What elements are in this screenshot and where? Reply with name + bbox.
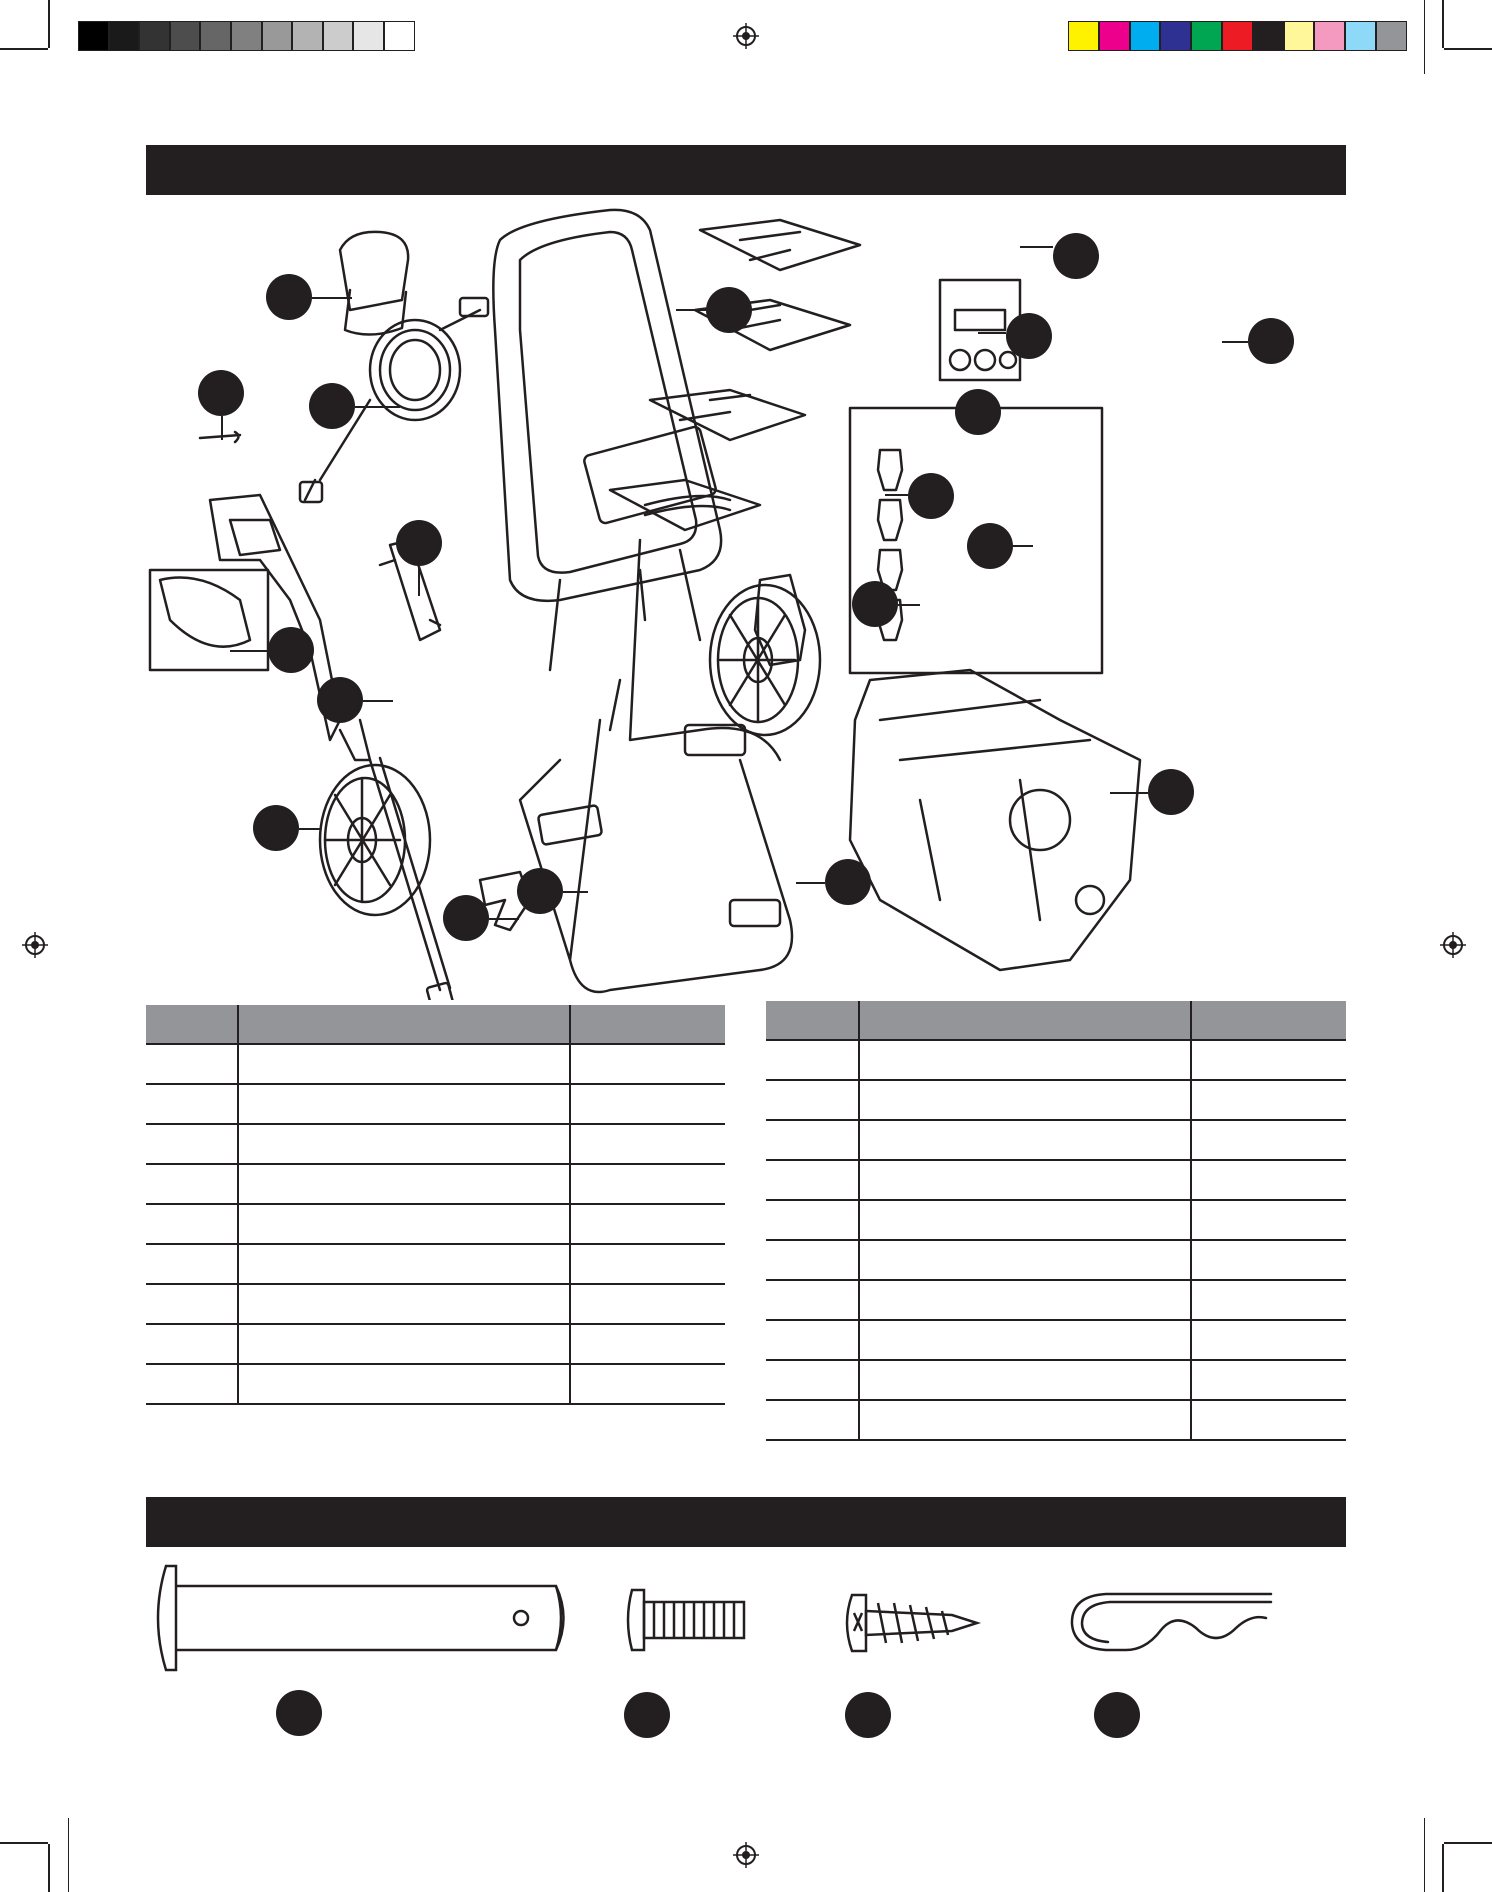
table-cell xyxy=(146,1124,238,1164)
callout-circle-icon xyxy=(268,627,314,673)
callout-circle-icon xyxy=(1248,318,1294,364)
color-swatch xyxy=(1376,21,1407,51)
parts-table-left xyxy=(146,1005,725,1405)
callout-circle-icon xyxy=(624,1692,670,1738)
registration-mark-icon xyxy=(733,23,759,49)
color-swatch xyxy=(1191,21,1222,51)
table-cell xyxy=(238,1364,570,1404)
color-swatch xyxy=(139,21,170,51)
table-row xyxy=(766,1320,1346,1360)
table-cell xyxy=(238,1284,570,1324)
table-cell xyxy=(766,1240,859,1280)
callout-circle-icon xyxy=(317,677,363,723)
registration-mark-icon xyxy=(22,932,48,958)
callout-circle-icon xyxy=(1148,769,1194,815)
table-cell xyxy=(570,1364,725,1404)
table-cell xyxy=(238,1164,570,1204)
table-row xyxy=(146,1324,725,1364)
hairpin-cotter-drawing xyxy=(1066,1588,1276,1668)
table-cell xyxy=(1191,1160,1346,1200)
table-cell xyxy=(146,1324,238,1364)
machine-screw-drawing xyxy=(624,1580,754,1660)
section-header-bar-hardware xyxy=(146,1497,1346,1547)
table-row xyxy=(146,1124,725,1164)
table-cell xyxy=(238,1044,570,1084)
callout-circle-icon xyxy=(198,370,244,416)
table-cell xyxy=(766,1400,859,1440)
table-cell xyxy=(238,1324,570,1364)
callout-circle-icon xyxy=(517,868,563,914)
table-row xyxy=(146,1244,725,1284)
table-cell xyxy=(238,1124,570,1164)
callout-circle-icon xyxy=(1094,1692,1140,1738)
table-cell xyxy=(146,1164,238,1204)
table-row xyxy=(146,1044,725,1084)
table-cell xyxy=(859,1400,1191,1440)
callout-circle-icon xyxy=(852,581,898,627)
table-row xyxy=(146,1164,725,1204)
table-cell xyxy=(570,1204,725,1244)
callout-circle-icon xyxy=(253,805,299,851)
table-cell xyxy=(766,1160,859,1200)
table-cell xyxy=(1191,1240,1346,1280)
table-cell xyxy=(570,1044,725,1084)
table-row xyxy=(766,1160,1346,1200)
callout-circle-icon xyxy=(396,520,442,566)
section-header-bar-top xyxy=(146,145,1346,195)
callout-circle-icon xyxy=(309,383,355,429)
color-swatch xyxy=(1099,21,1130,51)
table-row xyxy=(146,1204,725,1244)
table-cell xyxy=(570,1244,725,1284)
color-swatch xyxy=(262,21,293,51)
table-cell xyxy=(766,1120,859,1160)
table-row xyxy=(766,1080,1346,1120)
table-cell xyxy=(570,1324,725,1364)
table-cell xyxy=(1191,1360,1346,1400)
callout-circle-icon xyxy=(825,859,871,905)
callout-circle-icon xyxy=(908,473,954,519)
table-cell xyxy=(238,1084,570,1124)
color-swatch xyxy=(1160,21,1191,51)
table-cell xyxy=(146,1284,238,1324)
table-row xyxy=(766,1360,1346,1400)
table-cell xyxy=(146,1084,238,1124)
color-swatch xyxy=(384,21,415,51)
color-swatch xyxy=(1222,21,1253,51)
table-row xyxy=(146,1284,725,1324)
table-row xyxy=(766,1200,1346,1240)
table-row xyxy=(766,1240,1346,1280)
table-cell xyxy=(766,1200,859,1240)
callout-circle-icon xyxy=(276,1690,322,1736)
table-cell xyxy=(1191,1120,1346,1160)
table-cell xyxy=(570,1084,725,1124)
callout-circle-icon xyxy=(706,287,752,333)
callout-circle-icon xyxy=(266,274,312,320)
column-header xyxy=(146,1005,238,1044)
table-cell xyxy=(146,1244,238,1284)
table-cell xyxy=(859,1360,1191,1400)
table-row xyxy=(146,1364,725,1404)
table-cell xyxy=(859,1200,1191,1240)
table-cell xyxy=(859,1040,1191,1080)
table-row xyxy=(766,1040,1346,1080)
color-swatch xyxy=(170,21,201,51)
table-cell xyxy=(766,1280,859,1320)
table-cell xyxy=(146,1044,238,1084)
self-tapping-screw-drawing xyxy=(842,1583,982,1663)
table-cell xyxy=(766,1360,859,1400)
color-swatch xyxy=(1253,21,1284,51)
color-swatch xyxy=(1130,21,1161,51)
table-cell xyxy=(1191,1040,1346,1080)
registration-mark-icon xyxy=(1440,932,1466,958)
clevis-pin-drawing xyxy=(146,1558,576,1678)
table-row xyxy=(766,1120,1346,1160)
table-cell xyxy=(859,1280,1191,1320)
table-cell xyxy=(766,1080,859,1120)
table-row xyxy=(766,1400,1346,1440)
table-cell xyxy=(146,1364,238,1404)
table-cell xyxy=(1191,1200,1346,1240)
table-cell xyxy=(570,1284,725,1324)
table-cell xyxy=(570,1124,725,1164)
table-cell xyxy=(766,1040,859,1080)
callout-circle-icon xyxy=(1006,313,1052,359)
table-row xyxy=(766,1280,1346,1320)
registration-mark-icon xyxy=(733,1842,759,1868)
color-swatch xyxy=(200,21,231,51)
table-cell xyxy=(1191,1080,1346,1120)
table-cell xyxy=(1191,1320,1346,1360)
table-cell xyxy=(859,1160,1191,1200)
table-cell xyxy=(766,1320,859,1360)
column-header xyxy=(238,1005,570,1044)
table-cell xyxy=(238,1244,570,1284)
color-swatch xyxy=(353,21,384,51)
color-swatch xyxy=(1314,21,1345,51)
color-swatch xyxy=(78,21,109,51)
color-swatch xyxy=(323,21,354,51)
callout-circle-icon xyxy=(967,523,1013,569)
table-cell xyxy=(859,1080,1191,1120)
color-swatch xyxy=(1284,21,1315,51)
callout-circle-icon xyxy=(443,895,489,941)
table-cell xyxy=(859,1120,1191,1160)
column-header xyxy=(766,1001,859,1040)
column-header xyxy=(570,1005,725,1044)
color-swatch xyxy=(1068,21,1099,51)
callout-circle-icon xyxy=(1053,233,1099,279)
color-swatch xyxy=(109,21,140,51)
table-cell xyxy=(238,1204,570,1244)
callout-circle-icon xyxy=(955,389,1001,435)
callout-circle-icon xyxy=(845,1692,891,1738)
color-swatch xyxy=(292,21,323,51)
column-header xyxy=(1191,1001,1346,1040)
table-cell xyxy=(859,1240,1191,1280)
column-header xyxy=(859,1001,1191,1040)
color-swatch xyxy=(231,21,262,51)
table-cell xyxy=(859,1320,1191,1360)
table-cell xyxy=(1191,1400,1346,1440)
parts-table-right xyxy=(766,1001,1346,1441)
table-row xyxy=(146,1084,725,1124)
table-cell xyxy=(570,1164,725,1204)
color-swatch xyxy=(1345,21,1376,51)
table-cell xyxy=(146,1204,238,1244)
table-cell xyxy=(1191,1280,1346,1320)
